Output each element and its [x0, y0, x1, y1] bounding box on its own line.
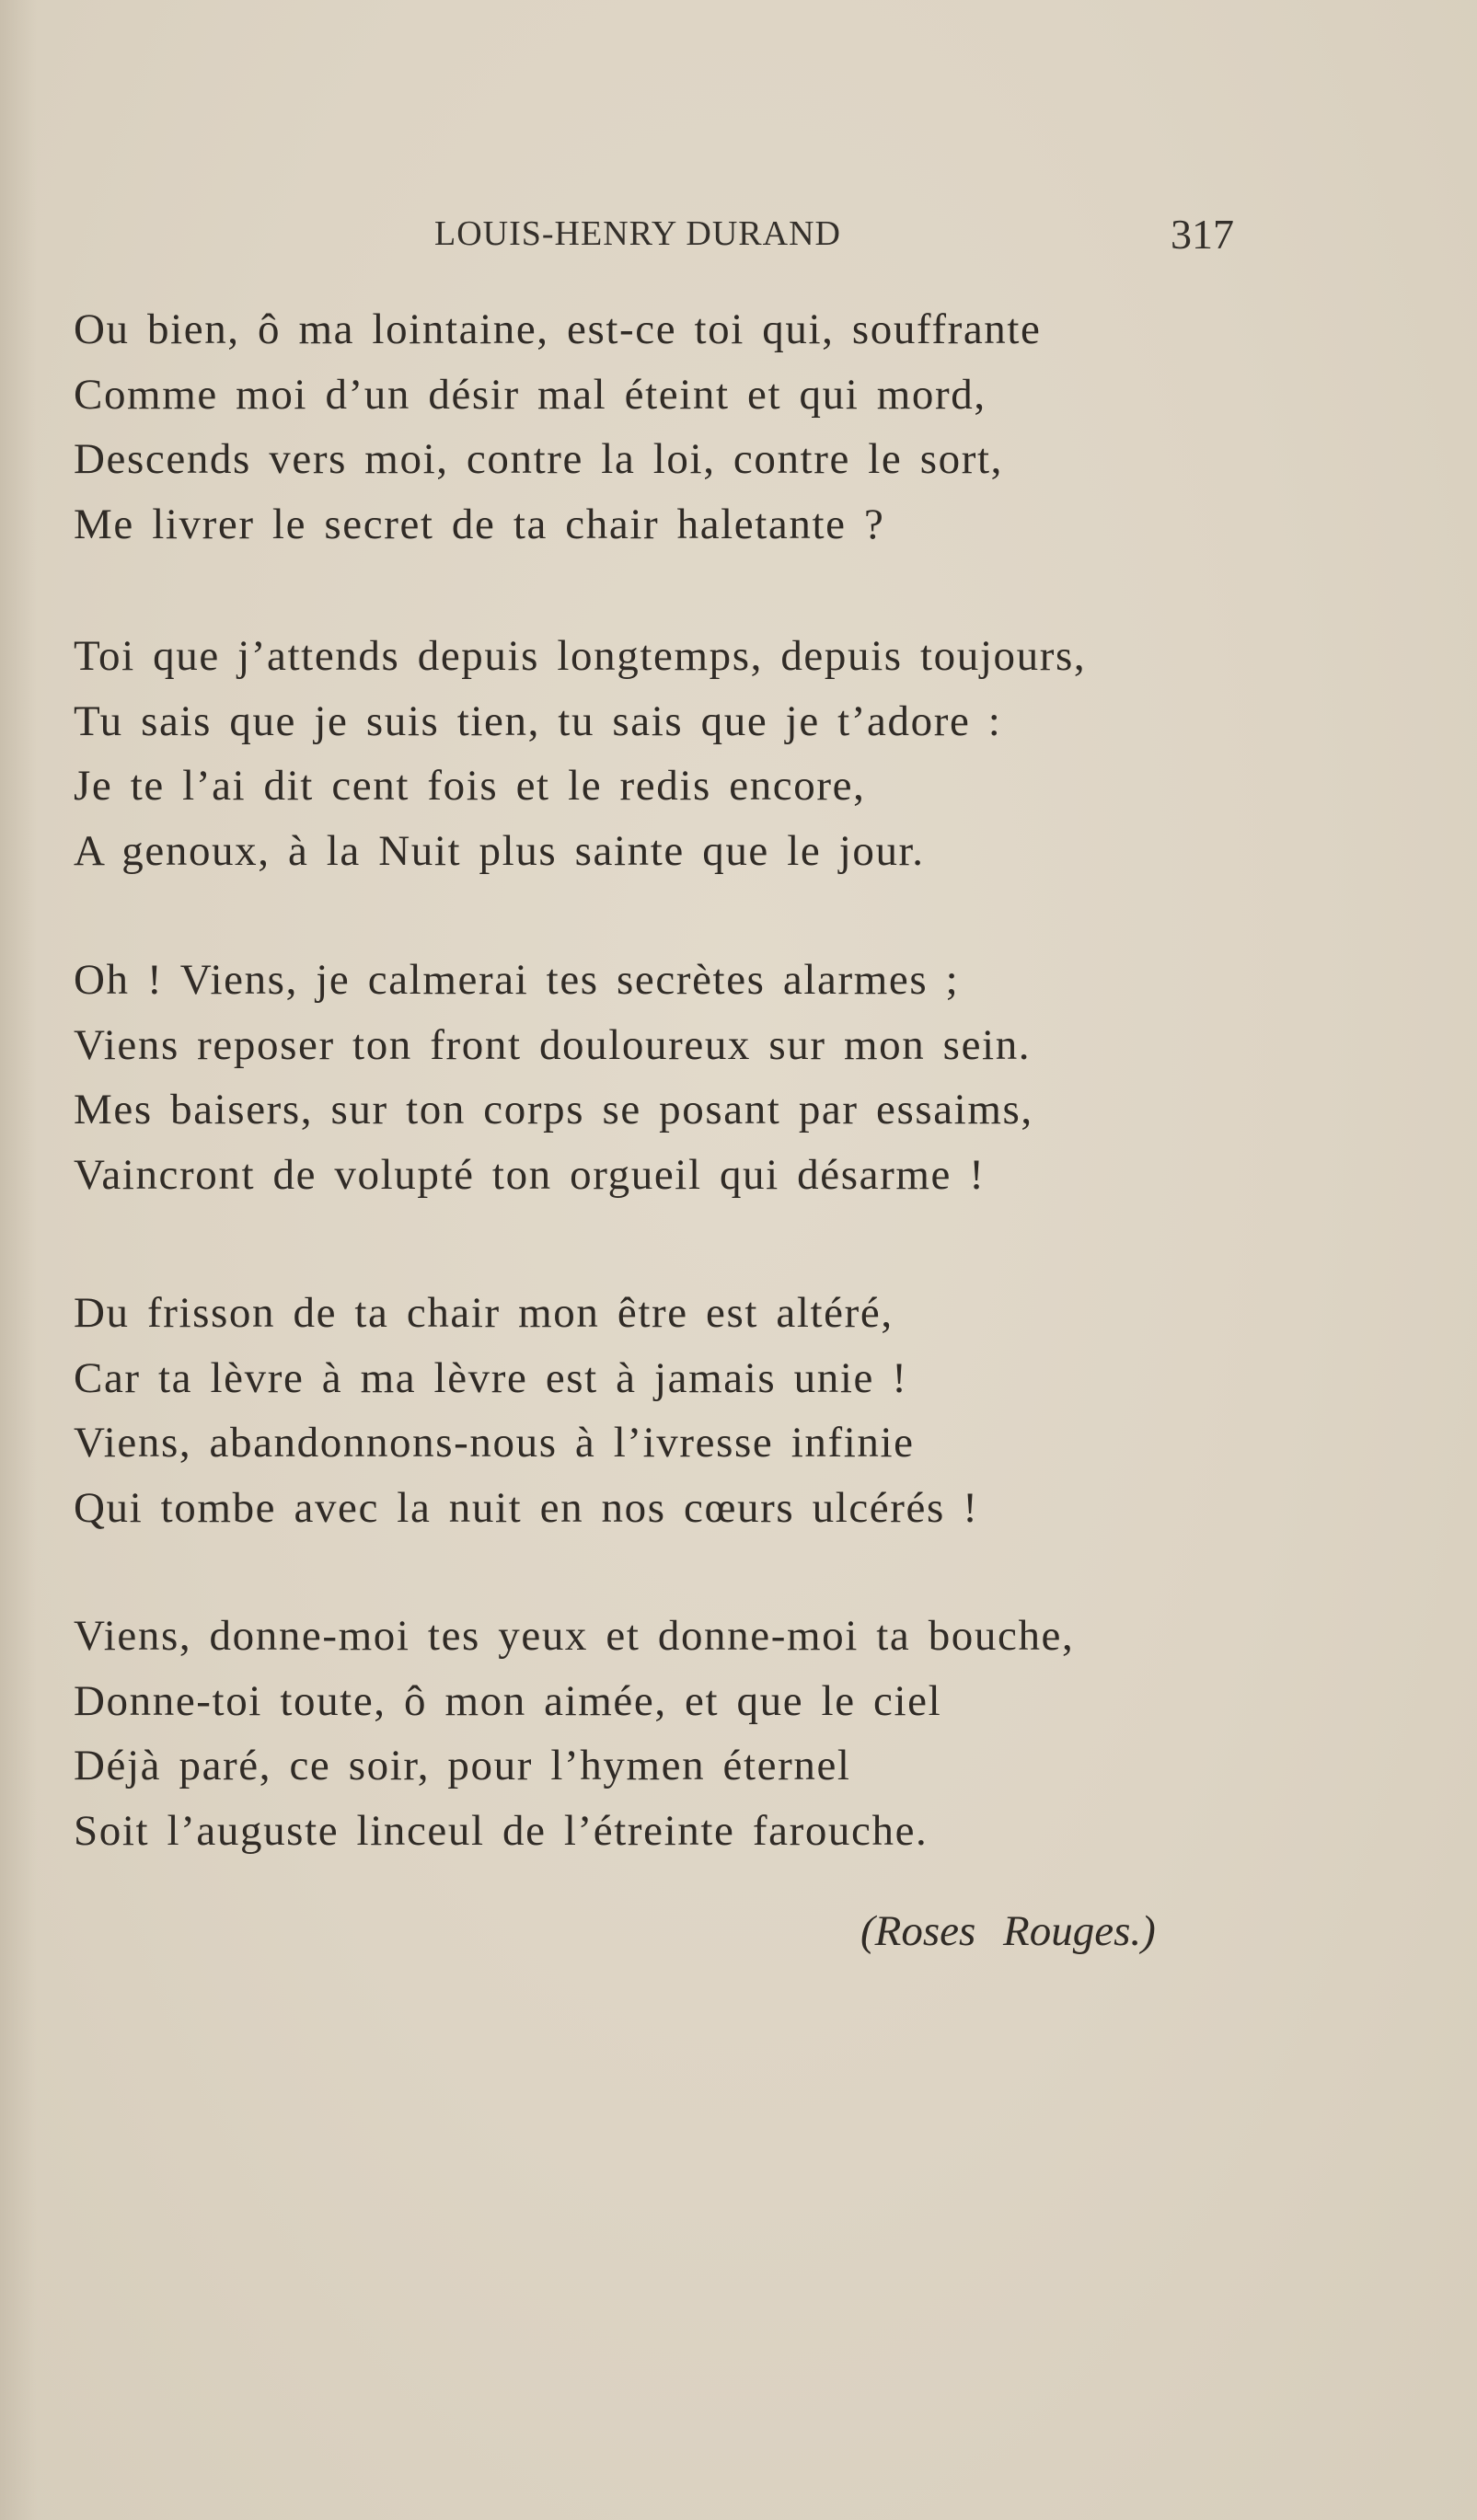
running-title: LOUIS-HENRY DURAND [434, 214, 841, 253]
stanza-1 [74, 297, 1224, 557]
verse-line: Oh ! Viens, je calmerai tes secrètes alarmes ; [74, 956, 960, 1004]
verse-line: Donne-toi toute, ô mon aimée, et que le ciel [74, 1676, 942, 1725]
page-number: 317 [1171, 211, 1234, 258]
verse-line: Comme moi d’un désir mal éteint et qui mord, [74, 370, 987, 419]
verse-line: Viens reposer ton front douloureux sur mon sein. [74, 1020, 1032, 1069]
verse-line: Déjà paré, ce soir, pour l’hymen éternel [74, 1742, 851, 1789]
verse-line: Car ta lèvre à ma lèvre est à jamais unie ! [74, 1353, 908, 1402]
stanza-2 [74, 624, 1224, 883]
stanza-4 [74, 1281, 1224, 1540]
verse-line: Je te l’ai dit cent fois et le redis encore, [74, 762, 866, 810]
verse-line: Viens, abandonnons-nous à l’ivresse infinie [74, 1419, 915, 1467]
source-citation: (Roses Rouges.) [860, 1907, 1156, 1955]
verse-line: Tu sais que je suis tien, tu sais que je t’adore : [74, 696, 1002, 745]
verse-line: Vaincront de volupté ton orgueil qui désarme ! [74, 1150, 986, 1199]
verse-line: Soit l’auguste linceul de l’étreinte farouche. [74, 1806, 929, 1855]
verse-line: Qui tombe avec la nuit en nos cœurs ulcérés ! [74, 1483, 979, 1532]
verse-line: Viens, donne-moi tes yeux et donne-moi ta bouche, [74, 1612, 1075, 1660]
verse-line: Toi que j’attends depuis longtemps, depuis toujours, [74, 632, 1087, 680]
verse-line: Me livrer le secret de ta chair haletante ? [74, 500, 885, 548]
verse-line: Descends vers moi, contre la loi, contre le sort, [74, 435, 1003, 483]
verse-line: Du frisson de ta chair mon être est altéré, [74, 1289, 894, 1337]
stanza-5 [74, 1604, 1224, 1863]
stanza-3 [74, 948, 1224, 1207]
verse-line: Ou bien, ô ma lointaine, est-ce toi qui, souffrante [74, 305, 1042, 353]
page-edge-shadow [0, 0, 37, 2520]
verse-line: Mes baisers, sur ton corps se posant par essaims, [74, 1086, 1033, 1133]
verse-line: A genoux, à la Nuit plus sainte que le jour. [74, 826, 925, 875]
